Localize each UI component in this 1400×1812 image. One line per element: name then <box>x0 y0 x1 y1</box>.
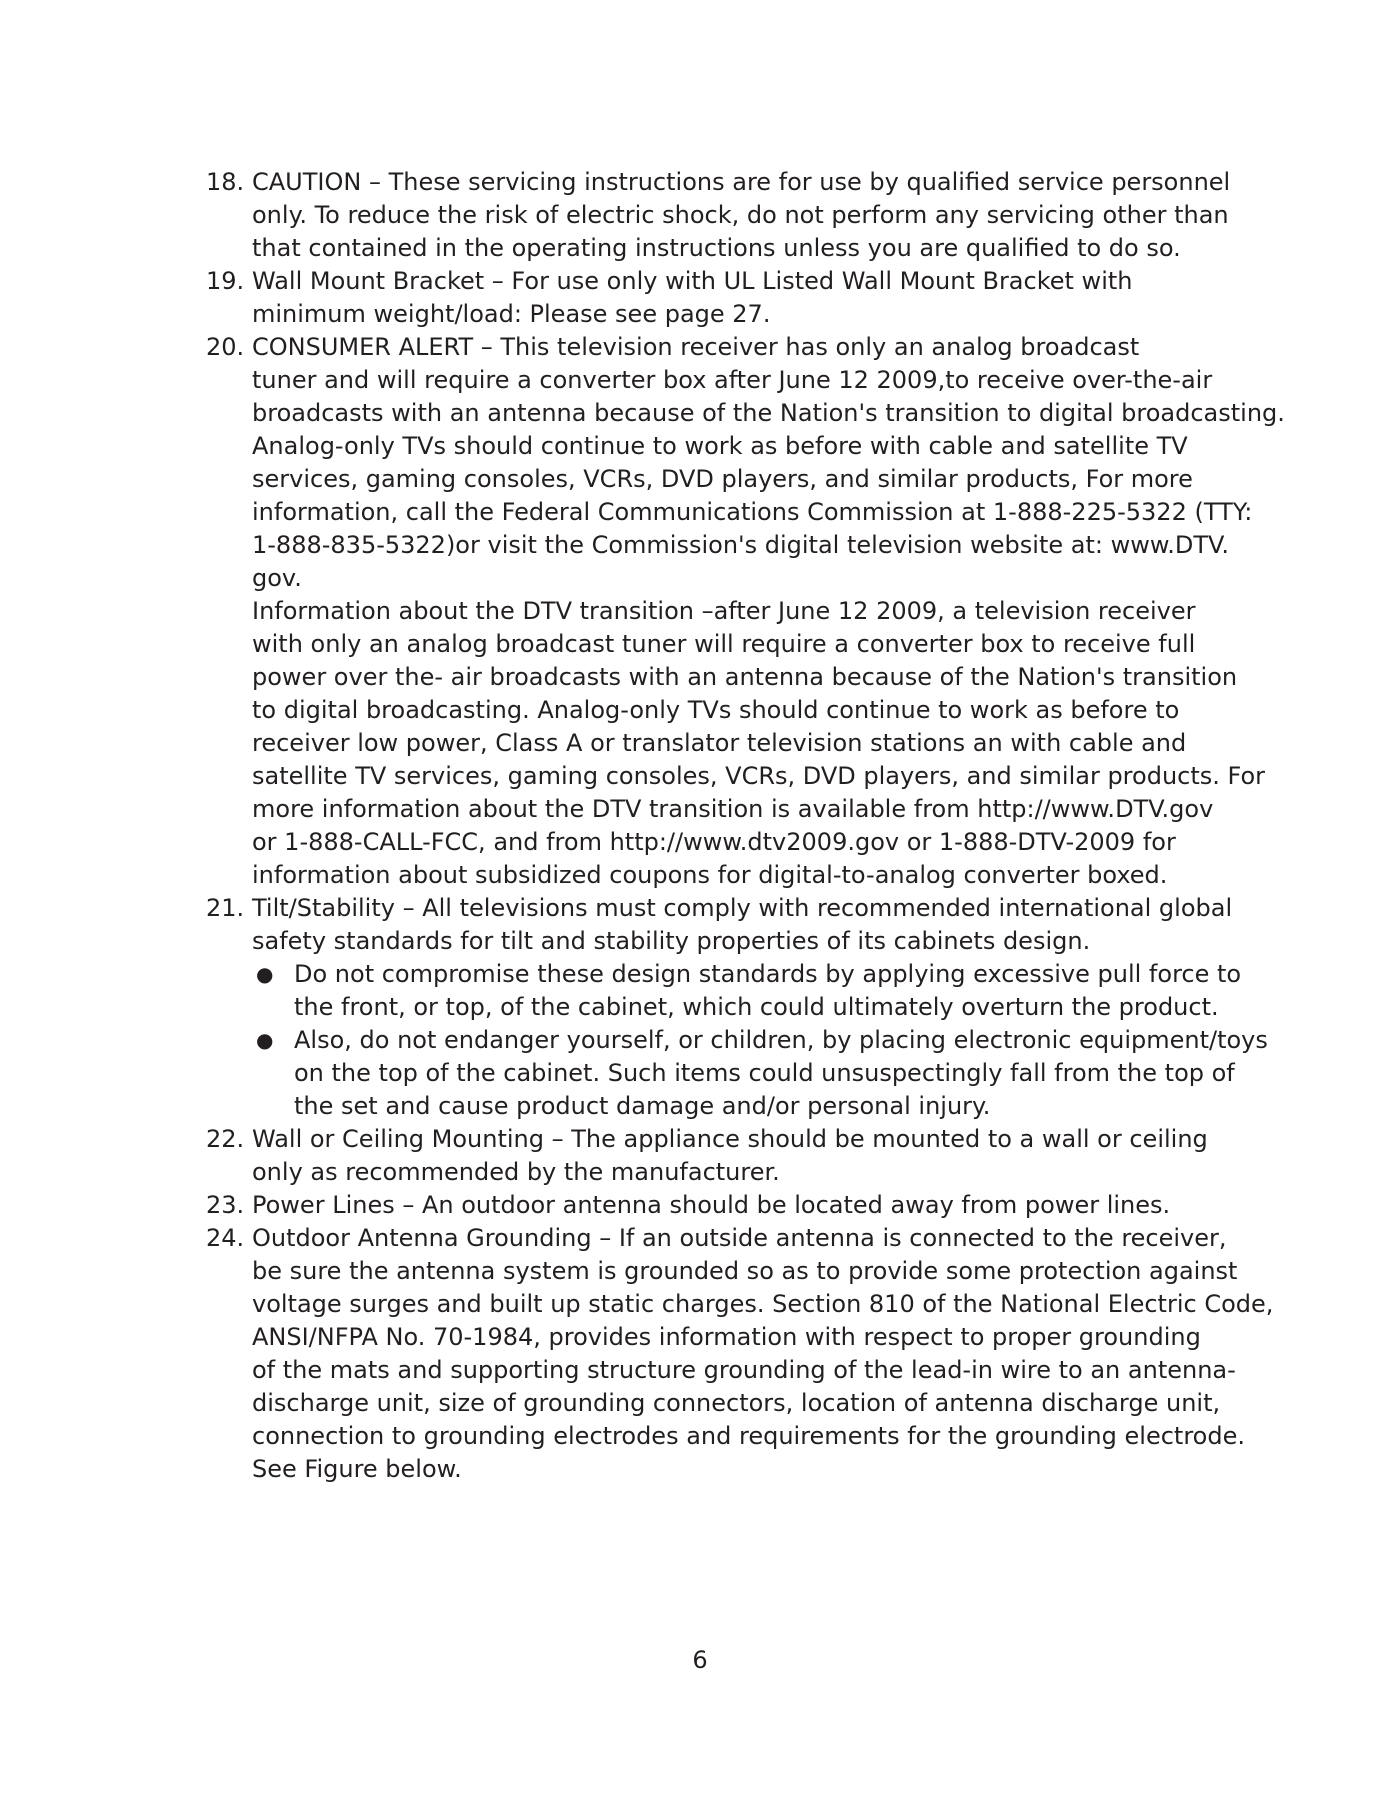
bullet-list <box>252 958 1268 1123</box>
item-line: power over the- air broadcasts with an antenna because of the Nation's transition <box>252 663 1238 691</box>
item-line: Tilt/Stability – All televisions must comply with recommended international global <box>252 894 1233 922</box>
item-line: connection to grounding electrodes and requirements for the grounding electrode. <box>252 1422 1245 1450</box>
item-line: CAUTION – These servicing instructions are for use by qualified service personnel <box>252 168 1231 196</box>
item-line: information, call the Federal Communications Commission at 1-888-225-5322 (TTY: <box>252 498 1253 526</box>
item-line: that contained in the operating instructions unless you are qualified to do so. <box>252 234 1181 262</box>
item-number: 24. <box>206 1224 245 1252</box>
item-line: services, gaming consoles, VCRs, DVD players, and similar products, For more <box>252 465 1193 493</box>
item-line: more information about the DTV transition is available from http://www.DTV.gov <box>252 795 1214 823</box>
item-line: minimum weight/load: Please see page 27. <box>252 300 771 328</box>
bullet-icon: ● <box>256 1028 274 1052</box>
item-body <box>252 1123 1216 1189</box>
list-item <box>206 331 1285 892</box>
item-line: satellite TV services, gaming consoles, VCRs, DVD players, and similar products. For <box>252 762 1266 790</box>
item-line: gov. <box>252 564 302 592</box>
bullet-line: on the top of the cabinet. Such items could unsuspectingly fall from the top of <box>294 1059 1235 1087</box>
item-body <box>252 265 1216 331</box>
item-line: Analog-only TVs should continue to work as before with cable and satellite TV <box>252 432 1188 460</box>
bullet-icon: ● <box>256 962 274 986</box>
item-line: be sure the antenna system is grounded so as to provide some protection against <box>252 1257 1238 1285</box>
item-line: Information about the DTV transition –after June 12 2009, a television receiver <box>252 597 1196 625</box>
list-item <box>206 892 1268 1123</box>
item-body <box>252 166 1230 265</box>
item-line: CONSUMER ALERT – This television receiver has only an analog broadcast <box>252 333 1140 361</box>
item-line: safety standards for tilt and stability properties of its cabinets design. <box>252 927 1091 955</box>
bullet-item <box>252 958 1268 1024</box>
item-number: 18. <box>206 168 245 196</box>
list-item <box>206 1222 1274 1486</box>
item-body <box>252 1189 1216 1222</box>
item-number: 23. <box>206 1191 245 1219</box>
list-item <box>206 265 1216 331</box>
bullet-line: Do not compromise these design standards by applying excessive pull force to <box>294 960 1242 988</box>
item-line: voltage surges and built up static charges. Section 810 of the National Electric Code, <box>252 1290 1274 1318</box>
item-number: 21. <box>206 894 245 922</box>
bullet-line: the set and cause product damage and/or personal injury. <box>294 1092 991 1120</box>
item-line: Wall or Ceiling Mounting – The appliance should be mounted to a wall or ceiling <box>252 1125 1208 1153</box>
item-line: with only an analog broadcast tuner will require a converter box to receive full <box>252 630 1196 658</box>
item-line: Outdoor Antenna Grounding – If an outside antenna is connected to the receiver, <box>252 1224 1227 1252</box>
item-line: 1-888-835-5322)or visit the Commission's digital television website at: www.DTV. <box>252 531 1229 559</box>
item-line: only. To reduce the risk of electric shock, do not perform any servicing other than <box>252 201 1229 229</box>
list-item <box>206 166 1231 265</box>
item-line: discharge unit, size of grounding connectors, location of antenna discharge unit, <box>252 1389 1221 1417</box>
item-line: to digital broadcasting. Analog-only TVs should continue to work as before to <box>252 696 1180 724</box>
item-line: information about subsidized coupons for digital-to-analog converter boxed. <box>252 861 1168 889</box>
item-number: 22. <box>206 1125 245 1153</box>
bullet-line: Also, do not endanger yourself, or children, by placing electronic equipment/toys <box>294 1026 1268 1054</box>
item-number: 19. <box>206 267 245 295</box>
item-line: receiver low power, Class A or translator television stations an with cable and <box>252 729 1187 757</box>
item-body <box>252 892 1268 1123</box>
bullet-line: the front, or top, of the cabinet, which could ultimately overturn the product. <box>294 993 1219 1021</box>
page-number: 6 <box>692 1646 708 1674</box>
list-item <box>206 1189 1216 1222</box>
item-body <box>252 331 1285 892</box>
item-line: ANSI/NFPA No. 70-1984, provides information with respect to proper grounding <box>252 1323 1201 1351</box>
list-item <box>206 1123 1216 1189</box>
item-line: See Figure below. <box>252 1455 462 1483</box>
item-line: Wall Mount Bracket – For use only with UL Listed Wall Mount Bracket with <box>252 267 1133 295</box>
item-body <box>252 1222 1273 1486</box>
item-line: of the mats and supporting structure grounding of the lead-in wire to an antenna- <box>252 1356 1236 1384</box>
safety-instructions-list <box>206 166 1285 1486</box>
bullet-item <box>252 1024 1268 1123</box>
item-line: Power Lines – An outdoor antenna should be located away from power lines. <box>252 1191 1171 1219</box>
item-line: tuner and will require a converter box after June 12 2009,to receive over-the-air <box>252 366 1213 394</box>
item-line: broadcasts with an antenna because of the Nation's transition to digital broadcasting. <box>252 399 1285 427</box>
item-line: only as recommended by the manufacturer. <box>252 1158 780 1186</box>
item-number: 20. <box>206 333 245 361</box>
item-line: or 1-888-CALL-FCC, and from http://www.dtv2009.gov or 1-888-DTV-2009 for <box>252 828 1176 856</box>
